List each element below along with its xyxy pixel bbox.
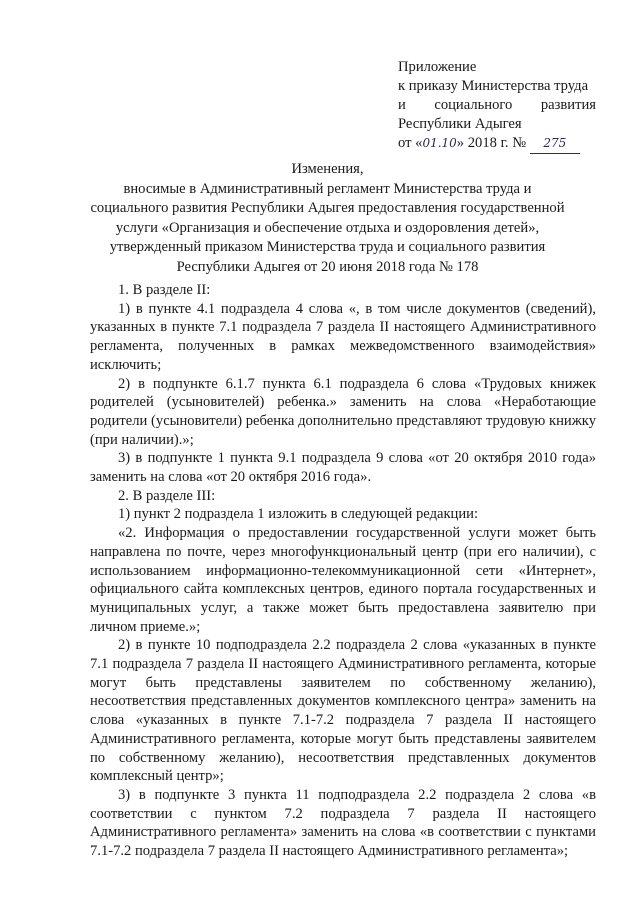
- document-body: [90, 281, 596, 861]
- appendix-date-line: [398, 134, 596, 154]
- appendix-ministry-line: и социального развития: [398, 97, 596, 113]
- paragraph-quoted-text: «2. Информация о предоставлении государственной услуги может быть направлена по почте, через многофункциональный центр (при его наличии), с использованием информационно-телекоммуникационной сети «Интернет», официального сайта комплексных центров, единого портала государственных и муниципальных услуг, а также может быть предоставлена заявителю при личном приеме.»;: [90, 525, 596, 635]
- appendix-republic-line: Республики Адыгея: [398, 116, 522, 132]
- appendix-heading: Приложение: [398, 59, 477, 75]
- title-line-5: утвержденный приказом Министерства труда и социального развития: [109, 239, 546, 256]
- date-suffix: » 2018 г. №: [456, 135, 527, 151]
- title-line-1: Изменения,: [291, 161, 364, 177]
- paragraph-section-3-item-2: 2) в пункте 10 подподраздела 2.2 подраздела 2 слова «указанных в пункте 7.1 подраздела 7 раздела II настоящего Административного регламента, которые могут быть представлены заявителем по собственному желанию), несоответствия представленных документов комплексного центра» заменить на слова «указанных в пункте 7.1-7.2 подраздела 7 раздела II настоящего Административного регламента, которые могут быть представлены заявителем по собственному желанию), несоответствия представленных документов комплексный центр»;: [90, 637, 596, 785]
- date-prefix: от «: [398, 135, 423, 151]
- document-title: [60, 160, 595, 278]
- order-number-field: [530, 134, 580, 154]
- title-line-3: социального развития Республики Адыгея предоставления государственной: [90, 200, 565, 217]
- title-line-6: Республики Адыгея от 20 июня 2018 года № 178: [176, 258, 479, 275]
- paragraph-item-1: 1) в пункте 4.1 подраздела 4 слова «, в том числе документов (сведений), указанных в пункте 7.1 подраздела 7 раздела II настоящего Административного регламента, полученных в рамках межведомственного взаимодействия» исключить;: [90, 300, 596, 373]
- paragraph-section-3: 2. В разделе III:: [118, 487, 216, 504]
- appendix-block: [398, 58, 596, 154]
- appendix-order-line: к приказу Министерства труда: [398, 78, 589, 94]
- paragraph-section-3-item-1: 1) пункт 2 подраздела 1 изложить в следующей редакции:: [118, 506, 479, 523]
- paragraph-item-3: 3) в подпункте 1 пункта 9.1 подраздела 9 слова «от 20 октября 2010 года» заменить на слова «от 20 октября 2016 года».: [90, 450, 596, 486]
- paragraph-item-2: 2) в подпункте 6.1.7 пункта 6.1 подраздела 6 слова «Трудовых книжек родителей (усыновителей) ребенка.» заменить на слова «Неработающие родители (усыновители) ребенка дополнительно представляют трудовую книжку (при наличии).»;: [90, 375, 596, 448]
- paragraph-section-2: 1. В разделе II:: [118, 282, 211, 298]
- paragraph-section-3-item-3: 3) в подпункте 3 пункта 11 подподраздела 2.2 подраздела 2 слова «в соответствии с пунктом 7.2 подраздела 7 раздела II настоящего Административного регламента» заменить на слова «в соответствии с пунктами 7.1-7.2 подраздела 7 раздела II настоящего Административного регламента»;: [90, 786, 596, 860]
- handwritten-date: 01.10: [422, 136, 457, 150]
- title-line-2: вносимые в Административный регламент Министерства труда и: [123, 180, 532, 197]
- handwritten-order-number: 275: [543, 136, 567, 150]
- title-line-4: услуги «Организация и обеспечение отдыха и оздоровления детей»,: [115, 219, 540, 236]
